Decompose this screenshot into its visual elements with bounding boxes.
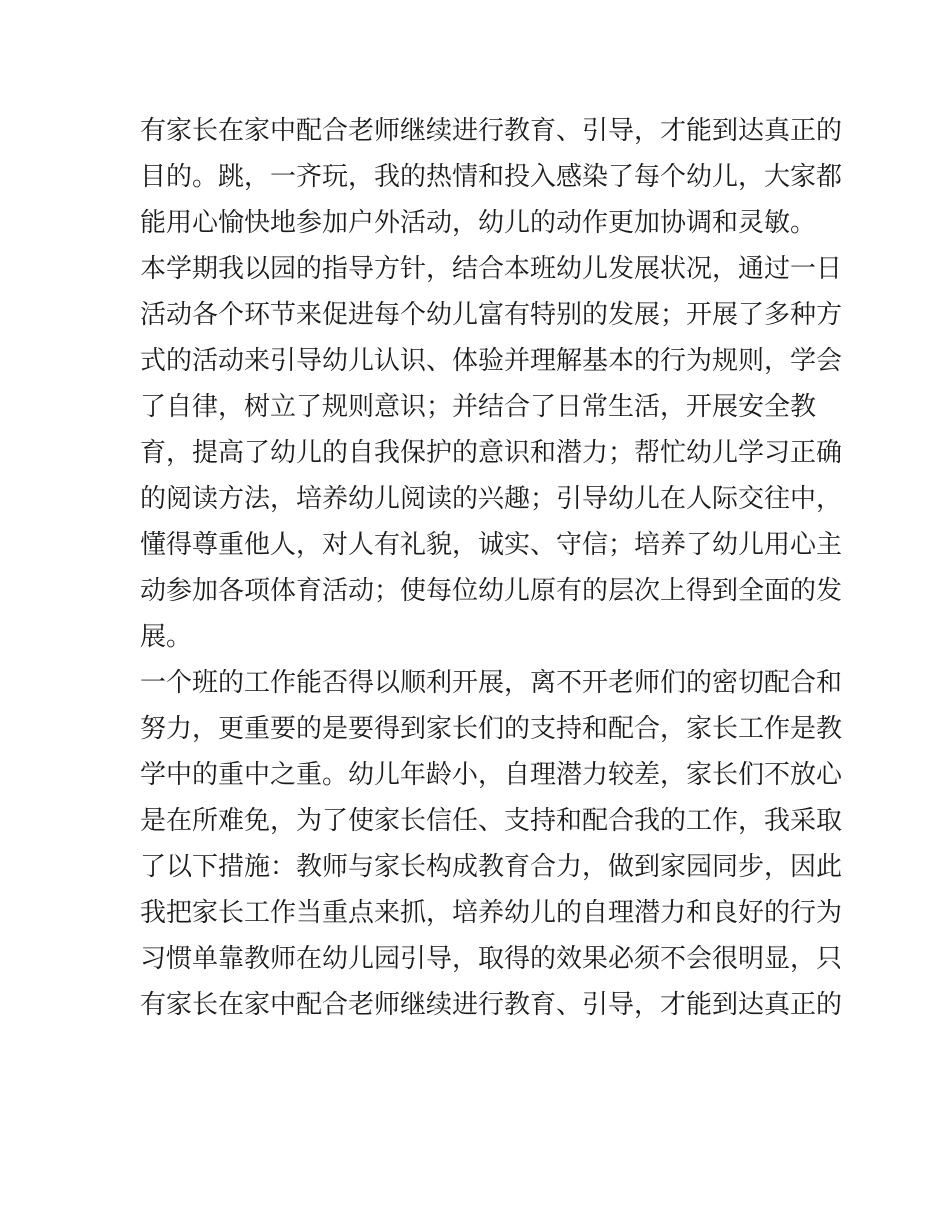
text-line: 是在所难免，为了使家长信任、支持和配合我的工作，我采取 bbox=[140, 806, 843, 836]
text-line: 有家长在家中配合老师继续进行教育、引导，才能到达真正的 bbox=[140, 990, 843, 1020]
text-line: 育，提高了幼儿的自我保护的意识和潜力；帮忙幼儿学习正确 bbox=[140, 438, 843, 468]
text-line: 目的。跳，一齐玩，我的热情和投入感染了每个幼儿，大家都 bbox=[140, 162, 843, 192]
text-line: 我把家长工作当重点来抓，培养幼儿的自理潜力和良好的行为 bbox=[140, 898, 843, 928]
text-line: 一个班的工作能否得以顺利开展，离不开老师们的密切配合和 bbox=[140, 668, 843, 698]
text-line: 了自律，树立了规则意识；并结合了日常生活，开展安全教 bbox=[140, 392, 817, 422]
text-line: 努力，更重要的是要得到家长们的支持和配合，家长工作是教 bbox=[140, 714, 843, 744]
text-line: 式的活动来引导幼儿认识、体验并理解基本的行为规则，学会 bbox=[140, 346, 843, 376]
text-line: 活动各个环节来促进每个幼儿富有特别的发展；开展了多种方 bbox=[140, 300, 843, 330]
text-line: 懂得尊重他人，对人有礼貌，诚实、守信；培养了幼儿用心主 bbox=[140, 530, 843, 560]
text-line: 能用心愉快地参加户外活动，幼儿的动作更加协调和灵敏。 bbox=[140, 208, 817, 238]
text-line: 动参加各项体育活动；使每位幼儿原有的层次上得到全面的发 bbox=[140, 576, 843, 606]
text-line: 有家长在家中配合老师继续进行教育、引导，才能到达真正的 bbox=[140, 116, 843, 146]
document-body bbox=[140, 108, 843, 1028]
text-line: 的阅读方法，培养幼儿阅读的兴趣；引导幼儿在人际交往中， bbox=[140, 484, 843, 514]
text-line: 本学期我以园的指导方针，结合本班幼儿发展状况，通过一日 bbox=[140, 254, 843, 284]
text-line: 了以下措施：教师与家长构成教育合力，做到家园同步，因此 bbox=[140, 852, 843, 882]
text-line: 习惯单靠教师在幼儿园引导，取得的效果必须不会很明显，只 bbox=[140, 944, 843, 974]
text-line: 学中的重中之重。幼儿年龄小，自理潜力较差，家长们不放心 bbox=[140, 760, 843, 790]
text-line: 展。 bbox=[140, 622, 193, 652]
